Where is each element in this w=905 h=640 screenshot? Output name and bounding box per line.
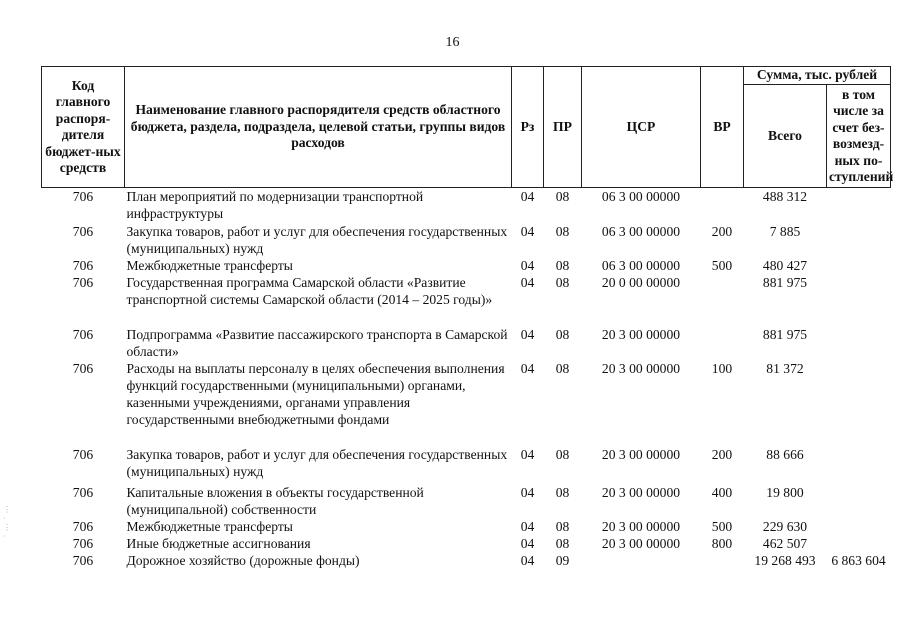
cell-csr: 06 3 00 00000 xyxy=(601,224,681,239)
cell-rz: 04 xyxy=(520,485,535,500)
cell-rz: 04 xyxy=(520,361,535,376)
cell-total: 488 312 xyxy=(762,189,808,204)
cell-name: Капитальные вложения в объекты государственной (муниципальной) собственности xyxy=(126,485,424,517)
cell-rz: 04 xyxy=(520,519,535,534)
cell-code: 706 xyxy=(72,519,94,534)
cell-csr: 20 0 00 00000 xyxy=(601,275,681,290)
cell-pr: 08 xyxy=(555,536,570,551)
cell-name: Государственная программа Самарской области «Развитие транспортной системы Самарской области (2014 – 2025 годы)» xyxy=(126,275,493,307)
cell-name: План мероприятий по модернизации транспортной инфраструктуры xyxy=(126,189,424,221)
cell-vr xyxy=(701,326,744,360)
table-row xyxy=(42,326,891,360)
cell-vr xyxy=(701,274,744,326)
cell-pr: 08 xyxy=(555,327,570,342)
cell-total: 881 975 xyxy=(762,275,808,290)
scan-margin-noise: ⋮ · ⋮ · xyxy=(3,505,11,541)
header-vr: ВР xyxy=(701,67,744,188)
cell-free xyxy=(827,223,891,257)
cell-name: Межбюджетные трансферты xyxy=(126,258,293,273)
cell-code: 706 xyxy=(72,536,94,551)
table-row xyxy=(42,257,891,274)
cell-pr: 08 xyxy=(555,189,570,204)
cell-csr xyxy=(582,552,701,569)
cell-vr: 400 xyxy=(711,485,733,500)
cell-free: 6 863 604 xyxy=(831,553,886,568)
cell-csr: 20 3 00 00000 xyxy=(601,327,681,342)
cell-csr: 06 3 00 00000 xyxy=(601,189,681,204)
cell-total: 7 885 xyxy=(769,224,801,239)
cell-name: Подпрограмма «Развитие пассажирского транспорта в Самарской области» xyxy=(126,327,508,359)
cell-name: Закупка товаров, работ и услуг для обеспечения государственных (муниципальных) нужд xyxy=(126,224,508,256)
cell-name: Межбюджетные трансферты xyxy=(126,519,293,534)
cell-vr: 100 xyxy=(711,361,733,376)
cell-total: 480 427 xyxy=(762,258,808,273)
cell-total: 19 268 493 xyxy=(754,553,816,568)
table-row xyxy=(42,535,891,552)
cell-rz: 04 xyxy=(520,275,535,290)
cell-vr: 200 xyxy=(711,224,733,239)
cell-name: Дорожное хозяйство (дорожные фонды) xyxy=(126,553,360,568)
cell-csr: 20 3 00 00000 xyxy=(601,485,681,500)
cell-name: Закупка товаров, работ и услуг для обеспечения государственных (муниципальных) нужд xyxy=(126,447,508,479)
cell-csr: 06 3 00 00000 xyxy=(601,258,681,273)
table-row xyxy=(42,274,891,326)
cell-code: 706 xyxy=(72,553,94,568)
header-rz: Рз xyxy=(512,67,544,188)
cell-code: 706 xyxy=(72,275,94,290)
cell-vr: 800 xyxy=(711,536,733,551)
table-row xyxy=(42,223,891,257)
cell-vr xyxy=(701,188,744,224)
cell-code: 706 xyxy=(72,327,94,342)
table-row xyxy=(42,552,891,569)
cell-pr: 08 xyxy=(555,224,570,239)
cell-pr: 08 xyxy=(555,258,570,273)
cell-rz: 04 xyxy=(520,536,535,551)
cell-code: 706 xyxy=(72,361,94,376)
cell-vr xyxy=(701,552,744,569)
cell-rz: 04 xyxy=(520,553,535,568)
cell-csr: 20 3 00 00000 xyxy=(601,536,681,551)
cell-rz: 04 xyxy=(520,447,535,462)
header-csr: ЦСР xyxy=(582,67,701,188)
cell-free xyxy=(827,518,891,535)
cell-free xyxy=(827,484,891,518)
cell-code: 706 xyxy=(72,224,94,239)
header-pr: ПР xyxy=(544,67,582,188)
cell-pr: 08 xyxy=(555,275,570,290)
cell-total: 19 800 xyxy=(766,485,804,500)
cell-csr: 20 3 00 00000 xyxy=(601,519,681,534)
cell-pr: 08 xyxy=(555,485,570,500)
page-number: 16 xyxy=(445,35,460,50)
cell-total: 88 666 xyxy=(766,447,804,462)
header-sum-group: Сумма, тыс. рублей xyxy=(744,67,891,85)
cell-free xyxy=(827,326,891,360)
cell-rz: 04 xyxy=(520,189,535,204)
cell-total: 462 507 xyxy=(762,536,808,551)
header-free: в том числе за счет без-возмезд-ных по-ступлений xyxy=(827,85,891,188)
cell-csr: 20 3 00 00000 xyxy=(601,361,681,376)
cell-vr: 200 xyxy=(711,447,733,462)
cell-rz: 04 xyxy=(520,258,535,273)
cell-pr: 08 xyxy=(555,519,570,534)
cell-name: Иные бюджетные ассигнования xyxy=(126,536,311,551)
cell-rz: 04 xyxy=(520,224,535,239)
cell-pr: 09 xyxy=(555,553,570,568)
cell-free xyxy=(827,188,891,224)
cell-total: 81 372 xyxy=(766,361,804,376)
cell-rz: 04 xyxy=(520,327,535,342)
cell-free xyxy=(827,535,891,552)
cell-free xyxy=(827,274,891,326)
cell-pr: 08 xyxy=(555,447,570,462)
table-row xyxy=(42,446,891,484)
cell-name: Расходы на выплаты персоналу в целях обеспечения выполнения функций государственными (муниципальными) органами, казенными учреждениями, органами управления государственными внебюджетными фондами xyxy=(126,361,505,427)
cell-code: 706 xyxy=(72,447,94,462)
table-row xyxy=(42,188,891,224)
cell-free xyxy=(827,360,891,446)
cell-code: 706 xyxy=(72,189,94,204)
cell-code: 706 xyxy=(72,258,94,273)
header-total: Всего xyxy=(744,85,827,188)
cell-free xyxy=(827,446,891,484)
cell-total: 881 975 xyxy=(762,327,808,342)
cell-free xyxy=(827,257,891,274)
table-row xyxy=(42,484,891,518)
cell-code: 706 xyxy=(72,485,94,500)
cell-vr: 500 xyxy=(711,519,733,534)
table-row xyxy=(42,518,891,535)
cell-pr: 08 xyxy=(555,361,570,376)
table-body xyxy=(42,188,891,570)
cell-csr: 20 3 00 00000 xyxy=(601,447,681,462)
cell-total: 229 630 xyxy=(762,519,808,534)
table-row xyxy=(42,360,891,446)
header-code: Код главного распоря-дителя бюджет-ных средств xyxy=(42,67,125,188)
table-header xyxy=(42,67,894,188)
header-name: Наименование главного распорядителя средств областного бюджета, раздела, подраздела, целевой статьи, группы видов расходов xyxy=(125,67,512,188)
budget-table xyxy=(41,66,894,569)
cell-vr: 500 xyxy=(711,258,733,273)
